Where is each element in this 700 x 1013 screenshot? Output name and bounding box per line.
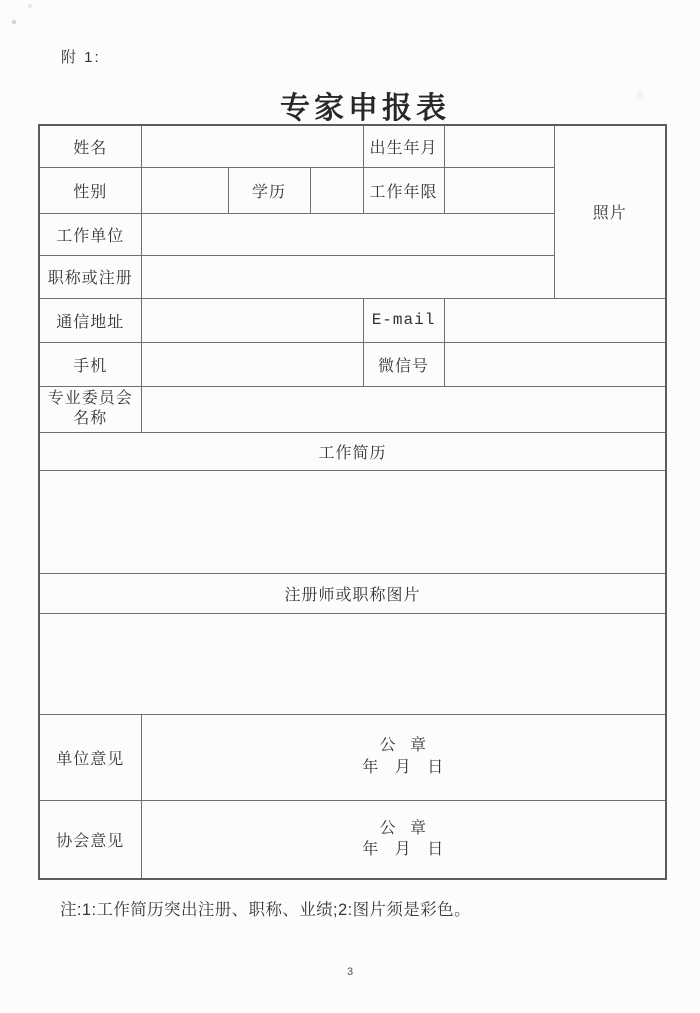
row-association-opinion	[39, 800, 666, 879]
mobile-label: 手机	[39, 342, 141, 386]
work-years-value-cell	[444, 167, 554, 213]
work-unit-label: 工作单位	[39, 213, 141, 255]
education-value-cell	[310, 167, 363, 213]
row-resume-area	[39, 470, 666, 573]
registration-image-header: 注册师或职称图片	[39, 573, 666, 613]
unit-opinion-cell	[141, 714, 666, 800]
work-years-label: 工作年限	[363, 167, 444, 213]
association-seal-label: 公 章	[379, 819, 427, 837]
form-title: 专家申报表	[280, 92, 450, 125]
gender-label: 性别	[39, 167, 141, 213]
committee-name-label-line1: 专业委员会	[47, 390, 133, 407]
unit-opinion-label: 单位意见	[39, 714, 141, 800]
work-resume-area	[39, 470, 666, 573]
work-unit-value-cell	[141, 213, 554, 255]
page-number: 3	[346, 966, 354, 978]
row-registration-image-area	[39, 613, 666, 714]
row-mobile	[39, 342, 666, 386]
row-address	[39, 298, 666, 342]
row-registration-image-header	[39, 573, 666, 613]
attachment-label: 附 1:	[61, 49, 101, 66]
email-value-cell	[444, 298, 666, 342]
email-label: E-mail	[363, 298, 444, 342]
committee-name-label	[39, 386, 141, 432]
row-unit-opinion	[39, 714, 666, 800]
wechat-label: 微信号	[363, 342, 444, 386]
mailing-address-value-cell	[141, 298, 363, 342]
association-opinion-cell	[141, 800, 666, 879]
mobile-value-cell	[141, 342, 363, 386]
expert-application-table	[38, 124, 667, 880]
name-value-cell	[141, 125, 363, 167]
work-resume-header: 工作简历	[39, 432, 666, 470]
row-resume-header	[39, 432, 666, 470]
mailing-address-label: 通信地址	[39, 298, 141, 342]
registration-image-area	[39, 613, 666, 714]
row-name	[39, 125, 666, 167]
title-or-registration-value-cell	[141, 255, 554, 298]
name-label: 姓名	[39, 125, 141, 167]
wechat-value-cell	[444, 342, 666, 386]
association-opinion-label: 协会意见	[39, 800, 141, 879]
photo-cell: 照片	[554, 125, 666, 298]
birth-date-value-cell	[444, 125, 554, 167]
row-committee	[39, 386, 666, 432]
title-or-registration-label: 职称或注册	[39, 255, 141, 298]
birth-date-label: 出生年月	[363, 125, 444, 167]
gender-value-cell	[141, 167, 228, 213]
footnote: 注:1:工作简历突出注册、职称、业绩;2:图片须是彩色。	[60, 901, 471, 919]
committee-name-label-line2: 名称	[73, 410, 108, 427]
association-date-label: 年 月 日	[362, 841, 445, 859]
unit-date-label: 年 月 日	[362, 759, 445, 776]
committee-name-value-cell	[141, 386, 666, 432]
education-label: 学历	[228, 167, 310, 213]
unit-seal-label: 公 章	[379, 737, 427, 755]
